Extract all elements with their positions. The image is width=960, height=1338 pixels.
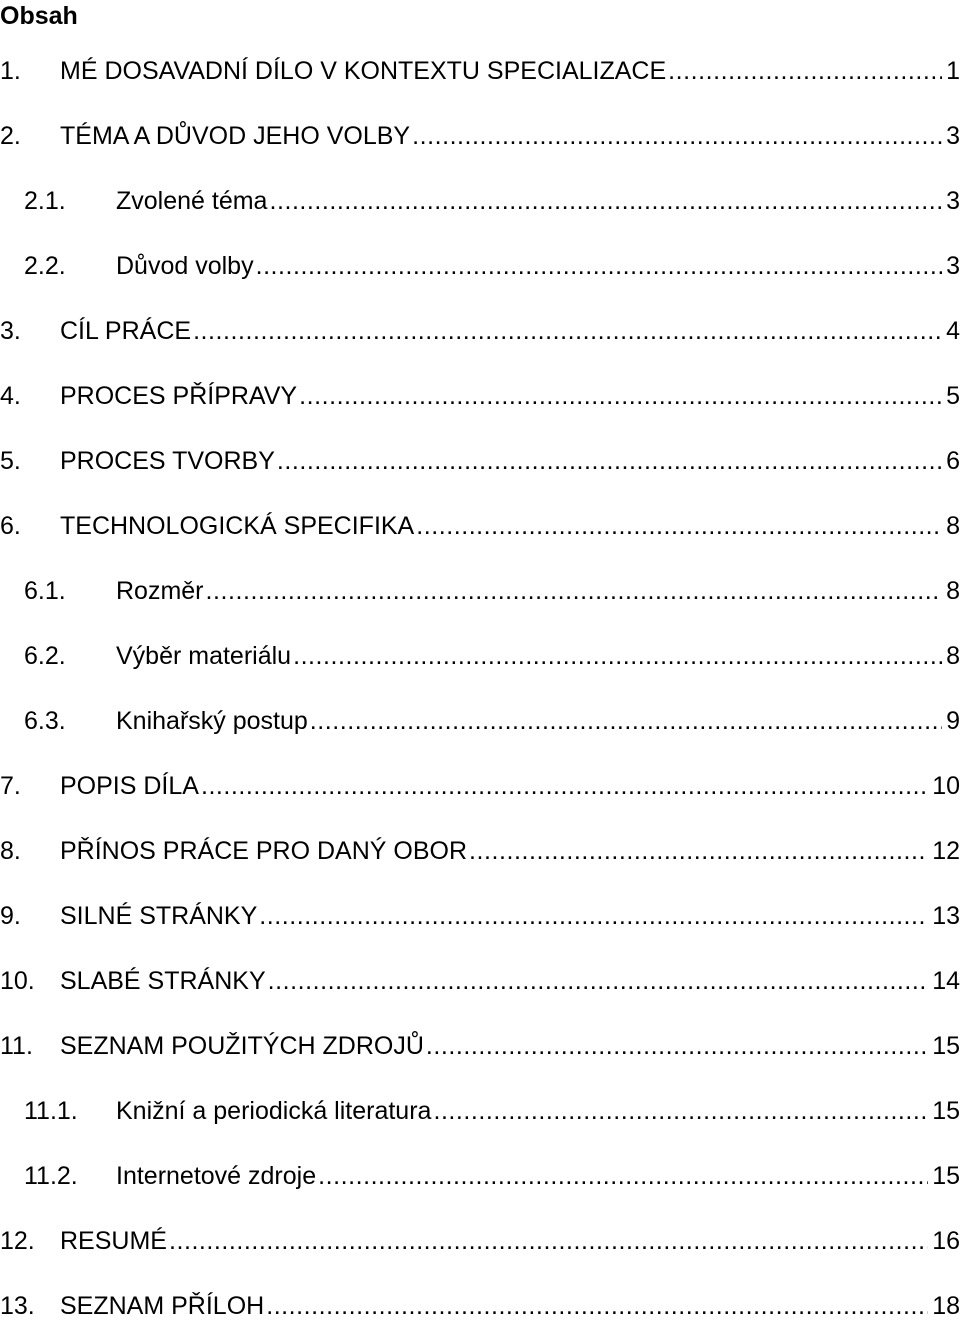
- toc-dot-leader: [206, 576, 942, 606]
- toc-entry-page: 5: [946, 381, 960, 410]
- toc-entry-page: 12: [932, 836, 960, 865]
- toc-dot-leader: [169, 1226, 928, 1256]
- toc-dot-leader: [268, 966, 929, 996]
- toc-entry-page: 3: [946, 251, 960, 280]
- toc-dot-leader: [201, 771, 928, 801]
- toc-entry[interactable]: [0, 883, 960, 948]
- toc-entry-number: 2.1.: [24, 186, 66, 215]
- toc-entry[interactable]: [0, 103, 960, 168]
- toc-entry-number: 6.2.: [24, 641, 66, 670]
- toc-entry[interactable]: [0, 558, 960, 623]
- toc-entry-page: 8: [946, 511, 960, 540]
- toc-entry-title: Rozměr: [116, 576, 204, 605]
- toc-entry-title: Knihařský postup: [116, 706, 308, 735]
- toc-entry[interactable]: [0, 1013, 960, 1078]
- toc-entry[interactable]: [0, 168, 960, 233]
- toc-entry-title: TECHNOLOGICKÁ SPECIFIKA: [60, 511, 415, 540]
- toc-entry-number: 13.: [0, 1291, 35, 1320]
- toc-entry[interactable]: [0, 818, 960, 883]
- toc-entry-number: 6.: [0, 511, 21, 540]
- toc-dot-leader: [293, 641, 942, 671]
- toc-dot-leader: [412, 121, 942, 151]
- toc-entry-title: PROCES TVORBY: [60, 446, 275, 475]
- toc-entry-page: 8: [946, 641, 960, 670]
- toc-entry[interactable]: [0, 38, 960, 103]
- toc-entry-title: Důvod volby: [116, 251, 254, 280]
- toc-entry-page: 4: [946, 316, 960, 345]
- toc-dot-leader: [426, 1031, 928, 1061]
- toc-entry-number: 5.: [0, 446, 21, 475]
- toc-dot-leader: [277, 446, 942, 476]
- toc-entry-page: 3: [946, 186, 960, 215]
- toc-entry-number: 6.3.: [24, 706, 66, 735]
- toc-entry-number: 2.2.: [24, 251, 66, 280]
- toc-entry[interactable]: [0, 1078, 960, 1143]
- toc-entry-title: Zvolené téma: [116, 186, 268, 215]
- toc-entry-title: SEZNAM PŘÍLOH: [60, 1291, 265, 1320]
- toc-dot-leader: [266, 1291, 928, 1321]
- toc-entry-number: 3.: [0, 316, 21, 345]
- toc-dot-leader: [469, 836, 928, 866]
- toc-entry-number: 8.: [0, 836, 21, 865]
- toc-entry-title: TÉMA A DŮVOD JEHO VOLBY: [60, 121, 411, 150]
- toc-entry[interactable]: [0, 1273, 960, 1338]
- toc-entry-number: 1.: [0, 56, 21, 85]
- toc-dot-leader: [299, 381, 942, 411]
- toc-entry-title: Knižní a periodická literatura: [116, 1096, 432, 1125]
- toc-entry[interactable]: [0, 298, 960, 363]
- toc-entry-title: MÉ DOSAVADNÍ DÍLO V KONTEXTU SPECIALIZACE: [60, 56, 667, 85]
- toc-entry[interactable]: [0, 1143, 960, 1208]
- toc-entry-page: 9: [946, 706, 960, 735]
- toc-entry-number: 4.: [0, 381, 21, 410]
- toc-entry-number: 11.2.: [24, 1161, 78, 1190]
- toc-entry-page: 15: [932, 1031, 960, 1060]
- toc-entry[interactable]: [0, 948, 960, 1013]
- toc-entry[interactable]: [0, 688, 960, 753]
- toc-entry-page: 6: [946, 446, 960, 475]
- toc-entry[interactable]: [0, 233, 960, 298]
- toc-entry-page: 18: [932, 1291, 960, 1320]
- toc-entry-number: 11.1.: [24, 1096, 78, 1125]
- toc-dot-leader: [259, 901, 928, 931]
- toc-entry-number: 9.: [0, 901, 21, 930]
- toc-dot-leader: [310, 706, 942, 736]
- toc-entry-page: 15: [932, 1161, 960, 1190]
- toc-entry-title: PŘÍNOS PRÁCE PRO DANÝ OBOR: [60, 836, 468, 865]
- toc-entry-page: 8: [946, 576, 960, 605]
- toc-entry-number: 7.: [0, 771, 21, 800]
- toc-entry[interactable]: [0, 1208, 960, 1273]
- toc-entry[interactable]: [0, 623, 960, 688]
- toc-entry-title: POPIS DÍLA: [60, 771, 199, 800]
- toc-entry-title: SILNÉ STRÁNKY: [60, 901, 258, 930]
- toc-dot-leader: [318, 1161, 928, 1191]
- toc-entry-title: RESUMÉ: [60, 1226, 167, 1255]
- toc-entry-page: 14: [932, 966, 960, 995]
- toc-entry-number: 12.: [0, 1226, 35, 1255]
- toc-entry-number: 11.: [0, 1031, 33, 1060]
- toc-entry[interactable]: [0, 428, 960, 493]
- toc-heading: Obsah: [0, 2, 78, 30]
- toc-entry-page: 1: [946, 56, 960, 85]
- toc-entry[interactable]: [0, 363, 960, 428]
- toc-dot-leader: [433, 1096, 928, 1126]
- toc-entry-page: 10: [932, 771, 960, 800]
- toc-entry-title: Výběr materiálu: [116, 641, 292, 670]
- toc-entry-title: SEZNAM POUŽITÝCH ZDROJŮ: [60, 1031, 424, 1060]
- toc-entry-page: 16: [932, 1226, 960, 1255]
- toc-dot-leader: [668, 56, 942, 86]
- toc-entry-title: CÍL PRÁCE: [60, 316, 192, 345]
- toc-dot-leader: [269, 186, 942, 216]
- toc-entry-title: SLABÉ STRÁNKY: [60, 966, 266, 995]
- toc-dot-leader: [256, 251, 942, 281]
- toc-entry-page: 15: [932, 1096, 960, 1125]
- toc-dot-leader: [416, 511, 942, 541]
- toc-entry-page: 3: [946, 121, 960, 150]
- toc-dot-leader: [193, 316, 942, 346]
- toc-entry[interactable]: [0, 493, 960, 558]
- toc-entry-page: 13: [932, 901, 960, 930]
- toc-entry-number: 6.1.: [24, 576, 66, 605]
- toc-entry-title: PROCES PŘÍPRAVY: [60, 381, 298, 410]
- toc-entry[interactable]: [0, 753, 960, 818]
- toc-entry-number: 10.: [0, 966, 35, 995]
- toc-entry-title: Internetové zdroje: [116, 1161, 317, 1190]
- table-of-contents: [0, 38, 960, 1338]
- toc-entry-number: 2.: [0, 121, 21, 150]
